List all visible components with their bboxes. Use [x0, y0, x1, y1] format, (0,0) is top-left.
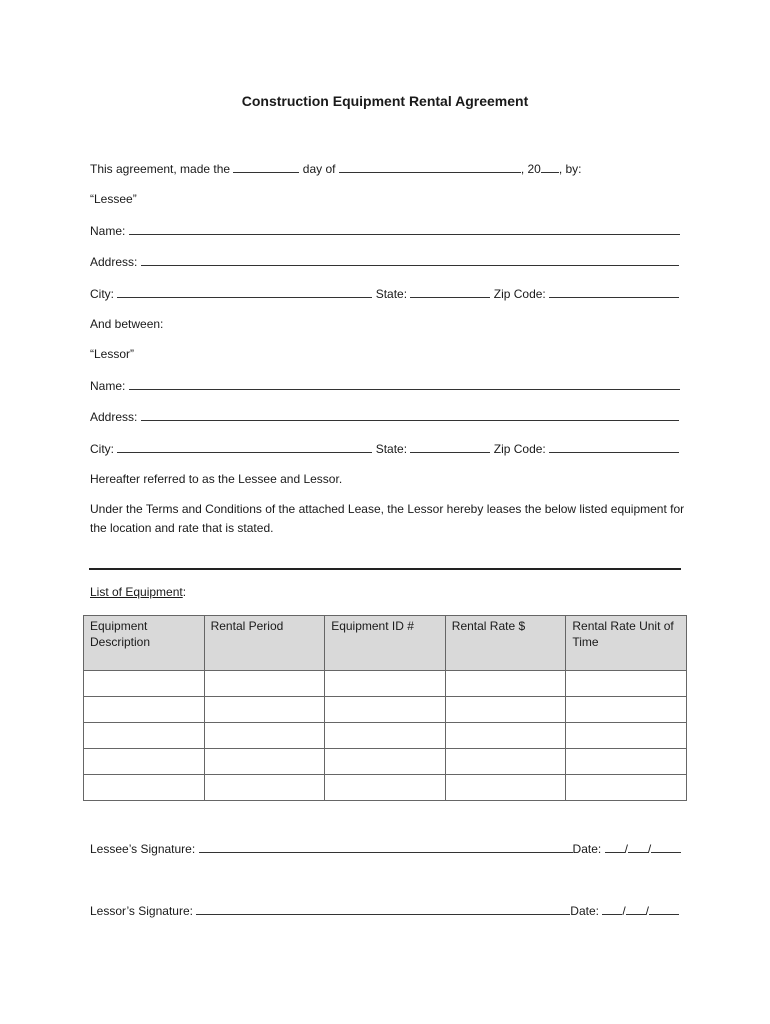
lessor-signature-field[interactable] — [196, 902, 570, 915]
table-cell[interactable] — [325, 697, 446, 723]
table-cell[interactable] — [445, 723, 566, 749]
lessor-date-year-field[interactable] — [649, 902, 679, 915]
year-field[interactable] — [541, 160, 559, 173]
table-cell[interactable] — [325, 671, 446, 697]
lessee-city-field[interactable] — [117, 285, 372, 298]
lessee-signature-field[interactable] — [199, 840, 573, 853]
day-field[interactable] — [233, 160, 299, 173]
lessee-date-day-field[interactable] — [628, 840, 648, 853]
table-cell[interactable] — [445, 697, 566, 723]
table-cell[interactable] — [445, 749, 566, 775]
table-cell[interactable] — [566, 697, 687, 723]
month-field[interactable] — [339, 160, 521, 173]
equipment-table — [83, 615, 687, 801]
lessor-address-row: Address: — [90, 408, 679, 425]
lessor-state-field[interactable] — [410, 440, 490, 453]
col-rental-rate-unit: Rental Rate Unit of Time — [566, 616, 687, 671]
lessee-zip-field[interactable] — [549, 285, 679, 298]
table-cell[interactable] — [204, 749, 325, 775]
table-cell[interactable] — [84, 775, 205, 801]
table-cell[interactable] — [204, 697, 325, 723]
lessor-zip-field[interactable] — [549, 440, 679, 453]
lessor-name-field[interactable] — [129, 377, 680, 390]
table-cell[interactable] — [204, 723, 325, 749]
table-cell[interactable] — [566, 671, 687, 697]
table-cell[interactable] — [325, 749, 446, 775]
table-row — [84, 697, 687, 723]
section-divider — [89, 568, 681, 570]
table-cell[interactable] — [204, 775, 325, 801]
table-cell[interactable] — [84, 671, 205, 697]
terms-paragraph: Under the Terms and Conditions of the attached Lease, the Lessor hereby leases the below listed equipment for the location and rate that is stated. — [90, 502, 685, 535]
lessee-address-field[interactable] — [141, 253, 679, 266]
table-header-row — [84, 616, 687, 671]
lessor-name-row: Name: — [90, 377, 680, 394]
lessee-label: “Lessee” — [90, 192, 137, 206]
table-cell[interactable] — [325, 775, 446, 801]
table-cell[interactable] — [566, 775, 687, 801]
col-rental-period: Rental Period — [204, 616, 325, 671]
table-cell[interactable] — [445, 671, 566, 697]
lessee-name-row: Name: — [90, 222, 680, 239]
table-cell[interactable] — [566, 749, 687, 775]
lessee-name-field[interactable] — [129, 222, 680, 235]
table-cell[interactable] — [445, 775, 566, 801]
table-cell[interactable] — [204, 671, 325, 697]
table-cell[interactable] — [84, 723, 205, 749]
table-cell[interactable] — [566, 723, 687, 749]
lessee-date-month-field[interactable] — [605, 840, 625, 853]
list-heading: List of Equipment: — [90, 585, 187, 599]
table-cell[interactable] — [84, 697, 205, 723]
intro-line: This agreement, made the day of , 20 , by: — [90, 162, 582, 176]
lessee-signature-row: Lessee’s Signature: Date: / / — [90, 840, 681, 856]
table-row — [84, 749, 687, 775]
between-text: And between: — [90, 317, 164, 331]
table-cell[interactable] — [84, 749, 205, 775]
table-row — [84, 671, 687, 697]
col-equipment-description: Equipment Description — [84, 616, 205, 671]
hereafter-text: Hereafter referred to as the Lessee and Lessor. — [90, 472, 343, 486]
lessor-address-field[interactable] — [141, 408, 679, 421]
lessor-date-day-field[interactable] — [626, 902, 646, 915]
lessor-city-row: City: State: Zip Code: — [90, 440, 679, 457]
lessee-address-row: Address: — [90, 253, 679, 270]
col-equipment-id: Equipment ID # — [325, 616, 446, 671]
lessor-signature-row: Lessor’s Signature: Date: / / — [90, 902, 679, 918]
lessor-date-month-field[interactable] — [602, 902, 622, 915]
lessee-state-field[interactable] — [410, 285, 490, 298]
lessor-city-field[interactable] — [117, 440, 372, 453]
document-title: Construction Equipment Rental Agreement — [241, 93, 529, 109]
table-row — [84, 775, 687, 801]
lessee-city-row: City: State: Zip Code: — [90, 285, 679, 302]
table-cell[interactable] — [325, 723, 446, 749]
table-row — [84, 723, 687, 749]
lessee-date-year-field[interactable] — [651, 840, 681, 853]
col-rental-rate: Rental Rate $ — [445, 616, 566, 671]
lessor-label: “Lessor” — [90, 347, 135, 361]
